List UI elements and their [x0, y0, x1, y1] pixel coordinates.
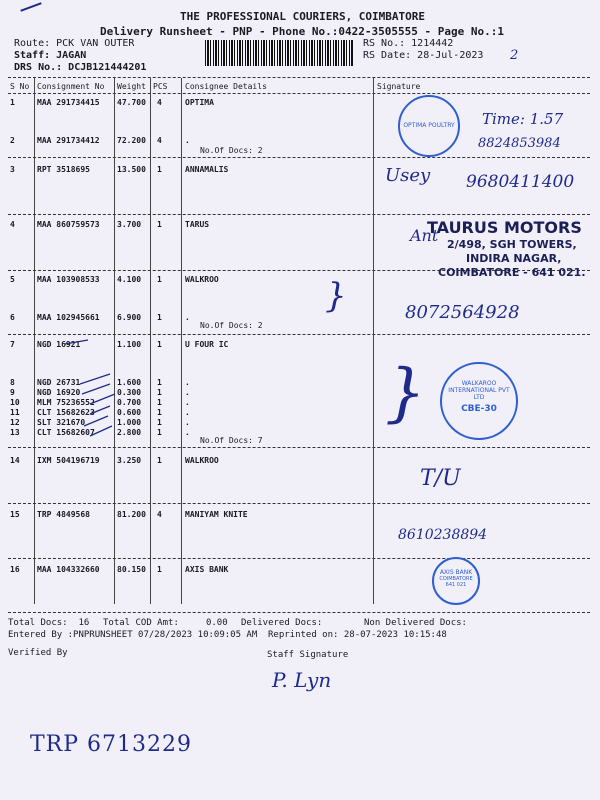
doc-count-note: No.Of Docs: 2	[200, 146, 263, 155]
row-pcs: 1	[157, 340, 162, 349]
staff-signature-label: Staff Signature	[267, 650, 349, 660]
row-weight: 6.900	[117, 313, 142, 322]
row-sno: 2	[10, 136, 15, 145]
row-separator	[8, 334, 590, 335]
row-pcs: 1	[157, 165, 162, 174]
row-pcs: 1	[157, 565, 162, 574]
row-sno: 9	[10, 388, 15, 397]
row-weight: 3.700	[117, 220, 142, 229]
handwritten-signature: Ant	[410, 226, 439, 245]
row-weight: 81.200	[117, 510, 146, 519]
row-consignment: MAA 102945661	[37, 313, 100, 322]
doc-count-note: No.Of Docs: 2	[200, 321, 263, 330]
taurus-stamp-addr3: COIMBATORE - 641 021.	[438, 266, 586, 279]
axis-bank-stamp	[432, 557, 480, 605]
row-sno: 3	[10, 165, 15, 174]
staff-label: Staff: JAGAN	[14, 50, 87, 61]
handwritten-phone-3: 8072564928	[405, 302, 520, 323]
row-consignee: MANIYAM KNITE	[185, 510, 248, 519]
axis-stamp-city: COIMBATORE 641 021	[439, 576, 473, 588]
row-sno: 10	[10, 398, 20, 407]
row-consignee: TARUS	[185, 220, 210, 229]
row-consignee: AXIS BANK	[185, 565, 229, 574]
row-pcs: 4	[157, 510, 162, 519]
row-consignment: IXM 504196719	[37, 456, 100, 465]
runsheet-subtitle: Delivery Runsheet - PNP - Phone No.:0422-3505555 - Page No.:1	[100, 25, 504, 38]
walkaroo-code: CBE-30	[461, 404, 497, 414]
row-consignment: NGD 26731	[37, 378, 81, 387]
row-pcs: 4	[157, 98, 162, 107]
row-consignment: CLT 15682607	[37, 428, 95, 437]
row-separator	[8, 447, 590, 448]
row-consignee: WALKROO	[185, 456, 219, 465]
handwritten-phone-1: 8824853984	[478, 136, 561, 151]
row-sno: 16	[10, 565, 20, 574]
optima-stamp-text: OPTIMA POULTRY	[403, 122, 455, 129]
row-consignee: .	[185, 428, 190, 437]
row-sno: 14	[10, 456, 20, 465]
row-consignment: SLT 321670	[37, 418, 86, 427]
row-separator	[8, 503, 590, 504]
rs-number: RS No.: 1214442	[363, 38, 454, 49]
row-weight: 1.100	[117, 340, 142, 349]
row-weight: 4.100	[117, 275, 142, 284]
col-pcs: PCS	[153, 82, 168, 91]
row-consignee: WALKROO	[185, 275, 219, 284]
corner-scribble	[20, 2, 41, 11]
rs-date: RS Date: 28-Jul-2023	[363, 50, 484, 61]
total-cod: Total COD Amt: 0.00	[103, 618, 228, 628]
row-consignment: CLT 15682623	[37, 408, 95, 417]
row-sno: 11	[10, 408, 20, 417]
row-separator	[8, 157, 590, 158]
row-pcs: 1	[157, 378, 162, 387]
staff-signature-scribble: P. Lyn	[272, 668, 332, 692]
row-sno: 1	[10, 98, 15, 107]
non-delivered-docs: Non Delivered Docs:	[364, 618, 467, 628]
total-docs: Total Docs: 16	[8, 618, 90, 628]
row-weight: 47.700	[117, 98, 146, 107]
col-consignee: Consignee Details	[185, 82, 267, 91]
row-separator	[8, 558, 590, 559]
col-weight: Weight	[117, 82, 146, 91]
doc-count-note: No.Of Docs: 7	[200, 436, 263, 445]
row-weight: 72.200	[117, 136, 146, 145]
row-weight: 1.000	[117, 418, 142, 427]
row-sno: 5	[10, 275, 15, 284]
row-weight: 80.150	[117, 565, 146, 574]
col-consignment: Consignment No	[37, 82, 105, 91]
row-pcs: 1	[157, 220, 162, 229]
handwritten-bottom-ref: TRP 6713229	[30, 732, 193, 757]
row-pcs: 1	[157, 408, 162, 417]
row-sno: 8	[10, 378, 15, 387]
row-consignee: .	[185, 136, 190, 145]
handwritten-tu: T/U	[420, 466, 461, 491]
row-pcs: 1	[157, 275, 162, 284]
walkaroo-stamp	[440, 362, 518, 440]
row-sno: 13	[10, 428, 20, 437]
row-consignment: MAA 291734412	[37, 136, 100, 145]
row-consignment: MAA 103908533	[37, 275, 100, 284]
row-pcs: 1	[157, 456, 162, 465]
handwritten-time: Time: 1.57	[482, 110, 564, 128]
row-weight: 0.300	[117, 388, 142, 397]
row-consignee: .	[185, 388, 190, 397]
walkaroo-stamp-text: WALKAROO INTERNATIONAL PVT LTD	[448, 380, 510, 401]
row-weight: 3.250	[117, 456, 142, 465]
handwritten-phone-4: 8610238894	[398, 527, 488, 543]
row-consignment: MAA 104332660	[37, 565, 100, 574]
taurus-stamp-addr2: INDIRA NAGAR,	[466, 252, 562, 265]
row-consignment: NGD 16920	[37, 388, 81, 397]
verified-by: Verified By	[8, 648, 68, 658]
row-consignee: .	[185, 418, 190, 427]
tick-marks	[60, 336, 130, 446]
row-consignment: TRP 4849568	[37, 510, 90, 519]
row-consignee: .	[185, 313, 190, 322]
delivered-docs: Delivered Docs:	[241, 618, 323, 628]
reprinted-on: Reprinted on: 28-07-2023 10:15:48	[268, 630, 447, 640]
row-sno: 12	[10, 418, 20, 427]
row-consignee: .	[185, 408, 190, 417]
row-consignment: NGD 16921	[37, 340, 81, 349]
optima-stamp	[398, 95, 460, 157]
drs-number: DRS No.: DCJB121444201	[14, 62, 147, 73]
taurus-stamp-name: TAURUS MOTORS	[427, 218, 582, 237]
row-consignment: MAA 291734415	[37, 98, 100, 107]
row-sno: 4	[10, 220, 15, 229]
header-rule-top	[8, 77, 590, 78]
row-pcs: 4	[157, 136, 162, 145]
row-separator	[8, 612, 590, 613]
row-sno: 15	[10, 510, 20, 519]
row-weight: 0.700	[117, 398, 142, 407]
header-rule-bottom	[8, 93, 590, 94]
company-title: THE PROFESSIONAL COURIERS, COIMBATORE	[180, 10, 426, 23]
col-signature: Signature	[377, 82, 421, 91]
row-consignee: ANNAMALIS	[185, 165, 229, 174]
col-sno: S No	[10, 82, 30, 91]
row-pcs: 1	[157, 418, 162, 427]
barcode	[205, 40, 353, 66]
row-consignment: MAA 860759573	[37, 220, 100, 229]
handwritten-phone-2: 9680411400	[466, 172, 575, 192]
entered-by: Entered By :PNPRUNSHEET 07/28/2023 10:09:05 AM	[8, 630, 258, 640]
handwritten-brace: }	[325, 276, 347, 316]
row-pcs: 1	[157, 398, 162, 407]
row-consignment: RPT 3518695	[37, 165, 90, 174]
page-corner-mark: 2	[510, 48, 519, 63]
row-consignment: MLM 75236552	[37, 398, 95, 407]
row-sno: 6	[10, 313, 15, 322]
taurus-stamp-addr1: 2/498, SGH TOWERS,	[447, 238, 577, 251]
row-pcs: 1	[157, 388, 162, 397]
row-weight: 1.600	[117, 378, 142, 387]
row-consignee: .	[185, 398, 190, 407]
route-label: Route: PCK VAN OUTER	[14, 38, 135, 49]
handwritten-brace: }	[385, 356, 426, 430]
row-consignee: OPTIMA	[185, 98, 214, 107]
handwritten-signature: Usey	[385, 165, 431, 186]
row-weight: 13.500	[117, 165, 146, 174]
row-weight: 2.800	[117, 428, 142, 437]
row-sno: 7	[10, 340, 15, 349]
row-pcs: 1	[157, 428, 162, 437]
row-consignee: .	[185, 378, 190, 387]
axis-stamp-name: AXIS BANK	[439, 569, 473, 576]
row-pcs: 1	[157, 313, 162, 322]
row-consignee: U FOUR IC	[185, 340, 229, 349]
row-separator	[8, 214, 590, 215]
row-weight: 0.600	[117, 408, 142, 417]
